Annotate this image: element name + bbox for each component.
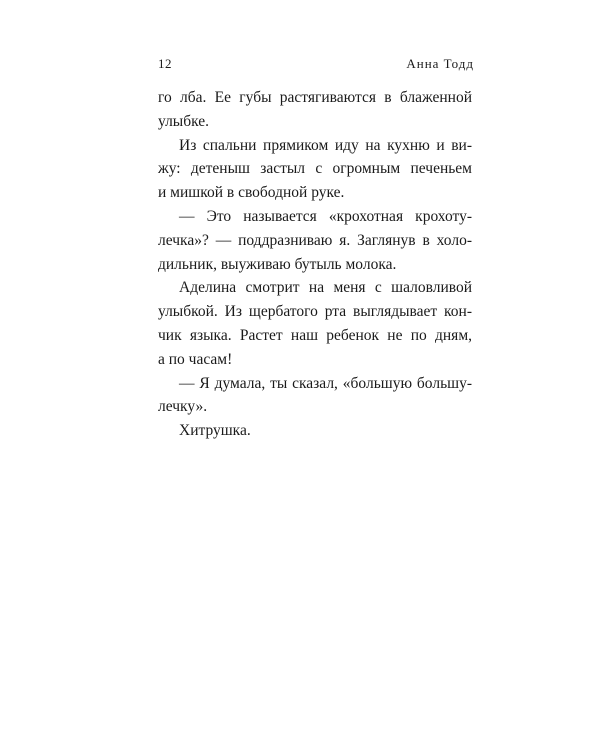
text-line: лечку». <box>158 398 208 416</box>
text-line: дильник, выуживаю бутыль молока. <box>158 255 397 273</box>
text-line: Аделина смотрит на меня с шаловливой <box>179 279 472 297</box>
text-line: Из спальни прямиком иду на кухню и ви- <box>179 136 472 154</box>
text-line: жу: детеныш застыл с огромным печеньем <box>158 160 472 178</box>
body-text <box>158 86 472 443</box>
text-line: го лба. Ее губы растягиваются в блаженной <box>158 89 472 106</box>
text-line: а по часам! <box>158 350 233 368</box>
text-line: лечка»? — поддразниваю я. Заглянув в холо- <box>158 231 472 249</box>
text-line: Хитрушка. <box>179 422 251 440</box>
running-head-author: Анна Тодд <box>406 56 474 71</box>
running-head <box>158 56 474 76</box>
text-line: — Это называется «крохотная крохоту- <box>179 207 472 225</box>
text-line: улыбке. <box>158 112 210 130</box>
text-line: улыбкой. Из щербатого рта выглядывает кон- <box>158 303 472 321</box>
text-line: и мишкой в свободной руке. <box>158 184 345 202</box>
text-line: чик языка. Растет наш ребенок не по дням, <box>158 326 472 344</box>
text-line: — Я думала, ты сказал, «большую большу- <box>179 374 472 392</box>
page-number: 12 <box>158 56 172 71</box>
